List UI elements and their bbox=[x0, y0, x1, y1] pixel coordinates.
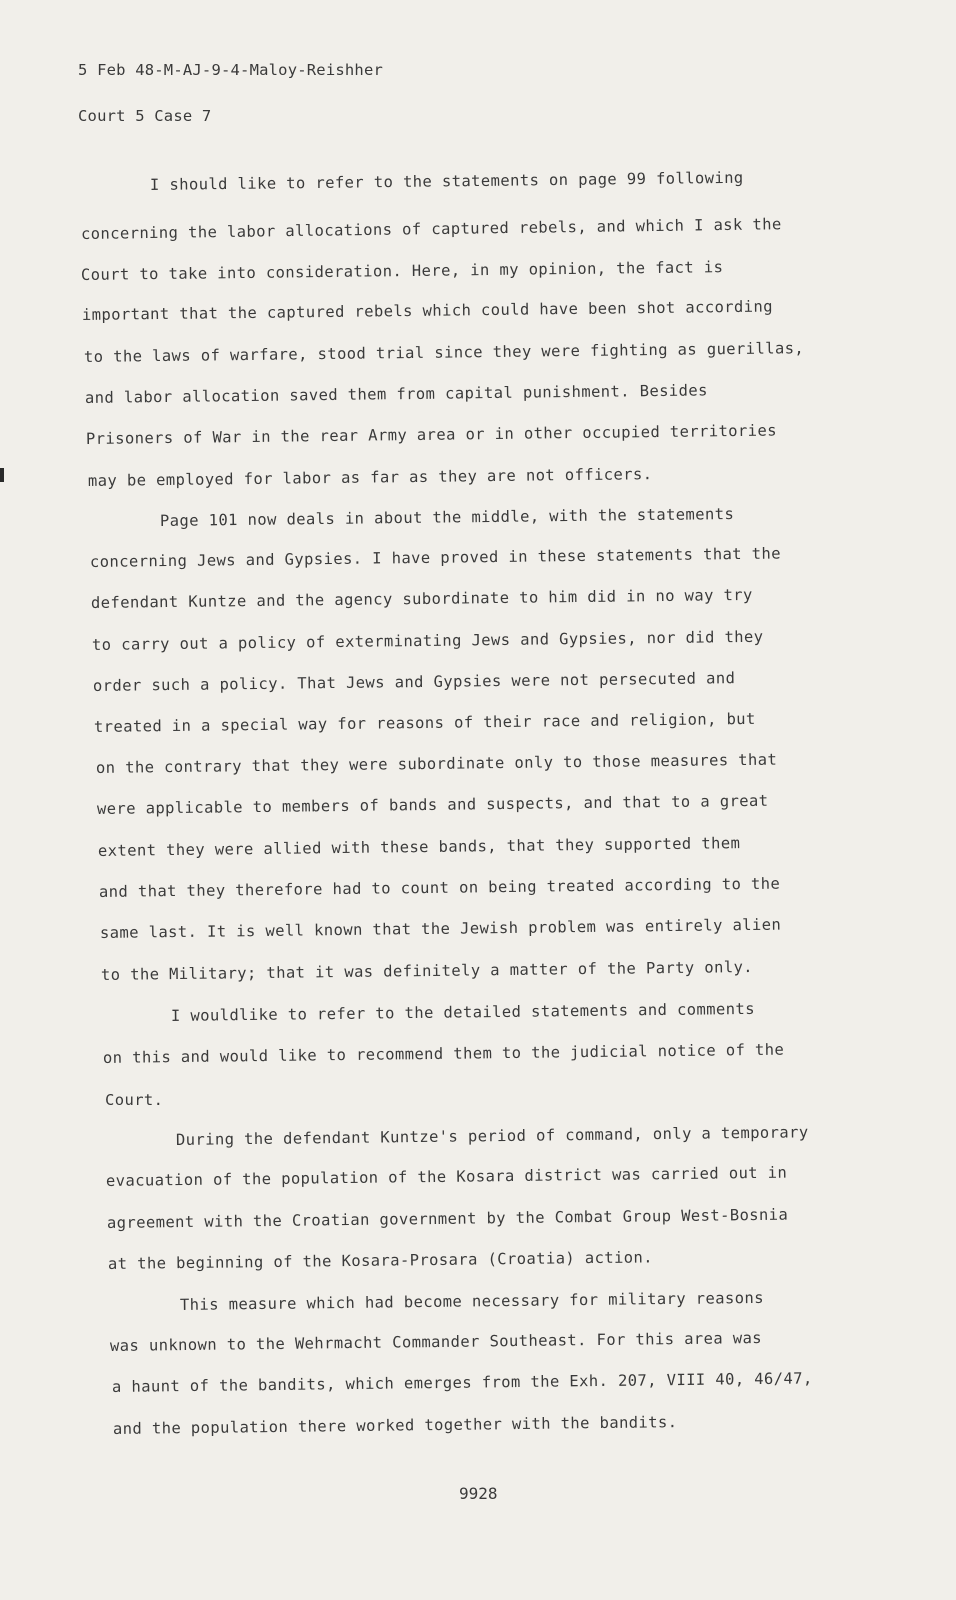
body-line: to carry out a policy of exterminating Jews and Gypsies, nor did they bbox=[91, 627, 764, 654]
body-line: order such a policy. That Jews and Gypsies were not persecuted and bbox=[92, 669, 736, 695]
body-line: extent they were allied with these bands, that they supported them bbox=[97, 834, 741, 860]
body-line: evacuation of the population of the Kosara district was carried out in bbox=[105, 1163, 788, 1190]
body-line: Page 101 now deals in about the middle, with the statements bbox=[159, 504, 735, 530]
body-line: concerning the labor allocations of captured rebels, and which I ask the bbox=[80, 215, 782, 243]
body-line: concerning Jews and Gypsies. I have proved in these statements that the bbox=[89, 544, 782, 571]
body-line: During the defendant Kuntze's period of command, only a temporary bbox=[175, 1123, 809, 1149]
body-line: I wouldlike to refer to the detailed statements and comments bbox=[170, 999, 755, 1025]
body-line: important that the captured rebels which could have been shot according bbox=[81, 297, 774, 324]
body-line: on this and would like to recommend them to the judicial notice of the bbox=[102, 1040, 785, 1067]
body-line: to the Military; that it was definitely a matter of the Party only. bbox=[100, 958, 754, 984]
body-line: I should like to refer to the statements on page 99 following bbox=[149, 168, 744, 194]
body-line: This measure which had become necessary for military reasons bbox=[179, 1288, 764, 1314]
body-line: and that they therefore had to count on being treated according to the bbox=[98, 874, 781, 901]
body-line: at the beginning of the Kosara-Prosara (Croatia) action. bbox=[107, 1248, 654, 1273]
body-line: treated in a special way for reasons of their race and religion, but bbox=[93, 709, 756, 736]
body-line: and labor allocation saved them from capital punishment. Besides bbox=[84, 381, 708, 407]
page-number: 9928 bbox=[459, 1484, 498, 1503]
body-line: and the population there worked together with the bandits. bbox=[112, 1413, 678, 1438]
body-line: may be employed for labor as far as they are not officers. bbox=[87, 465, 653, 490]
body-line: Court. bbox=[105, 1091, 164, 1109]
document-reference: 5 Feb 48-M-AJ-9-4-Maloy-Reishher bbox=[78, 61, 384, 79]
body-line: was unknown to the Wehrmacht Commander Southeast. For this area was bbox=[109, 1329, 763, 1355]
body-line: to the laws of warfare, stood trial since they were fighting as guerillas, bbox=[83, 339, 805, 366]
body-line: defendant Kuntze and the agency subordinate to him did in no way try bbox=[90, 585, 753, 612]
body-line: same last. It is well known that the Jewish problem was entirely alien bbox=[99, 915, 782, 942]
court-case-label: Court 5 Case 7 bbox=[78, 107, 212, 125]
body-line: agreement with the Croatian government by the Combat Group West-Bosnia bbox=[106, 1205, 789, 1232]
body-line: were applicable to members of bands and suspects, and that to a great bbox=[96, 791, 769, 818]
body-line: a haunt of the bandits, which emerges from the Exh. 207, VIII 40, 46/47, bbox=[111, 1369, 813, 1396]
body-line: on the contrary that they were subordinate only to those measures that bbox=[95, 750, 778, 777]
body-line: Court to take into consideration. Here, in my opinion, the fact is bbox=[80, 258, 724, 284]
body-line: Prisoners of War in the rear Army area or in other occupied territories bbox=[85, 421, 778, 448]
page-edge-mark bbox=[0, 468, 4, 482]
